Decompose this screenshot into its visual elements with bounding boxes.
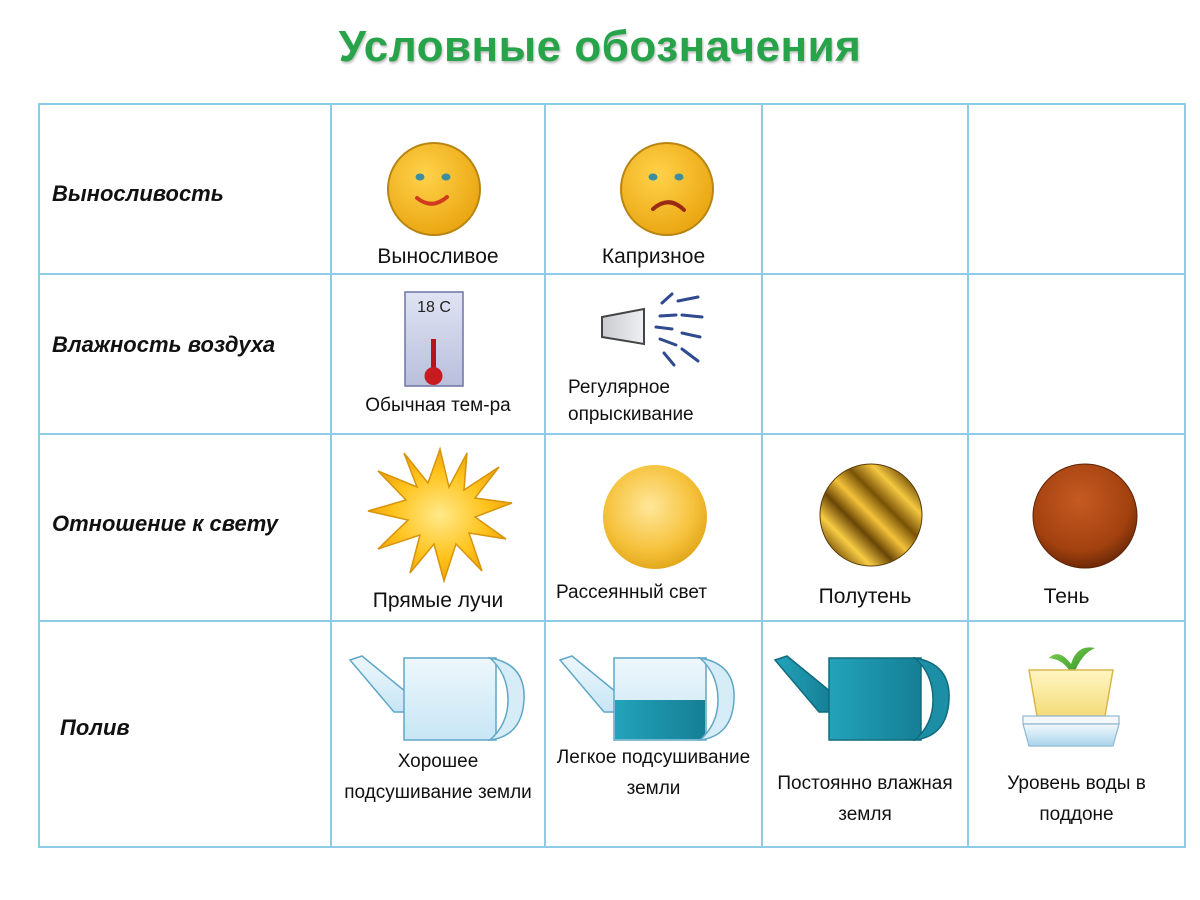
legend-table bbox=[38, 103, 1186, 848]
caption-constant-moist: Постоянно влажная земля bbox=[777, 773, 953, 825]
caption-shade: Тень bbox=[1043, 585, 1090, 608]
cell-direct-sun bbox=[331, 434, 545, 621]
caption-spraying: Регулярное опрыскивание bbox=[568, 377, 694, 425]
watering-can-empty-icon bbox=[348, 654, 528, 746]
diffused-light-circle-icon bbox=[600, 462, 710, 572]
table-row bbox=[39, 621, 1185, 847]
row-label-endurance: Выносливость bbox=[52, 181, 224, 206]
caption-capricious: Капризное bbox=[601, 245, 706, 268]
caption-light-drying: Легкое подсушивание земли bbox=[556, 747, 751, 799]
cell-capricious bbox=[545, 104, 762, 274]
empty-cell bbox=[968, 274, 1185, 434]
caption-partial-shade: Полутень bbox=[818, 585, 912, 608]
row-label-watering: Полив bbox=[60, 715, 130, 740]
row-label-humidity: Влажность воздуха bbox=[52, 332, 276, 357]
cell-partial-shade bbox=[762, 434, 968, 621]
smiley-face-icon bbox=[384, 139, 484, 239]
row-label-cell bbox=[39, 621, 331, 847]
caption-direct-sun: Прямые лучи bbox=[372, 589, 504, 612]
cell-constant-moist bbox=[762, 621, 968, 847]
cell-normal-temp bbox=[331, 274, 545, 434]
table-row bbox=[39, 274, 1185, 434]
caption-normal-temp: Обычная тем-ра bbox=[365, 395, 511, 416]
row-label-cell bbox=[39, 104, 331, 274]
empty-cell bbox=[762, 104, 968, 274]
sun-burst-icon bbox=[364, 445, 516, 583]
caption-diffused: Рассеянный свет bbox=[556, 582, 708, 603]
table-row bbox=[39, 434, 1185, 621]
thermometer-reading: 18 С bbox=[417, 299, 451, 316]
table-row bbox=[39, 104, 1185, 274]
caption-good-drying: Хорошее подсушивание земли bbox=[344, 751, 532, 803]
cell-tray-water bbox=[968, 621, 1185, 847]
shade-circle-icon bbox=[1031, 462, 1139, 570]
caption-hardy: Выносливое bbox=[377, 245, 499, 268]
sad-face-icon bbox=[617, 139, 717, 239]
cell-shade bbox=[968, 434, 1185, 621]
row-label-cell bbox=[39, 434, 331, 621]
row-label-light: Отношение к свету bbox=[52, 511, 278, 536]
pot-tray-icon bbox=[1019, 642, 1123, 750]
cell-light-drying bbox=[545, 621, 762, 847]
cell-diffused bbox=[545, 434, 762, 621]
spray-icon bbox=[598, 289, 708, 371]
cell-hardy bbox=[331, 104, 545, 274]
cell-spraying bbox=[545, 274, 762, 434]
caption-tray-water: Уровень воды в поддоне bbox=[1007, 773, 1146, 825]
empty-cell bbox=[762, 274, 968, 434]
watering-can-half-icon bbox=[558, 654, 738, 746]
thermometer-icon bbox=[404, 291, 464, 387]
empty-cell bbox=[968, 104, 1185, 274]
page-title: Условные обозначения bbox=[338, 22, 862, 71]
watering-can-full-icon bbox=[773, 654, 953, 746]
partial-shade-circle-icon bbox=[818, 462, 924, 568]
row-label-cell bbox=[39, 274, 331, 434]
cell-good-drying bbox=[331, 621, 545, 847]
